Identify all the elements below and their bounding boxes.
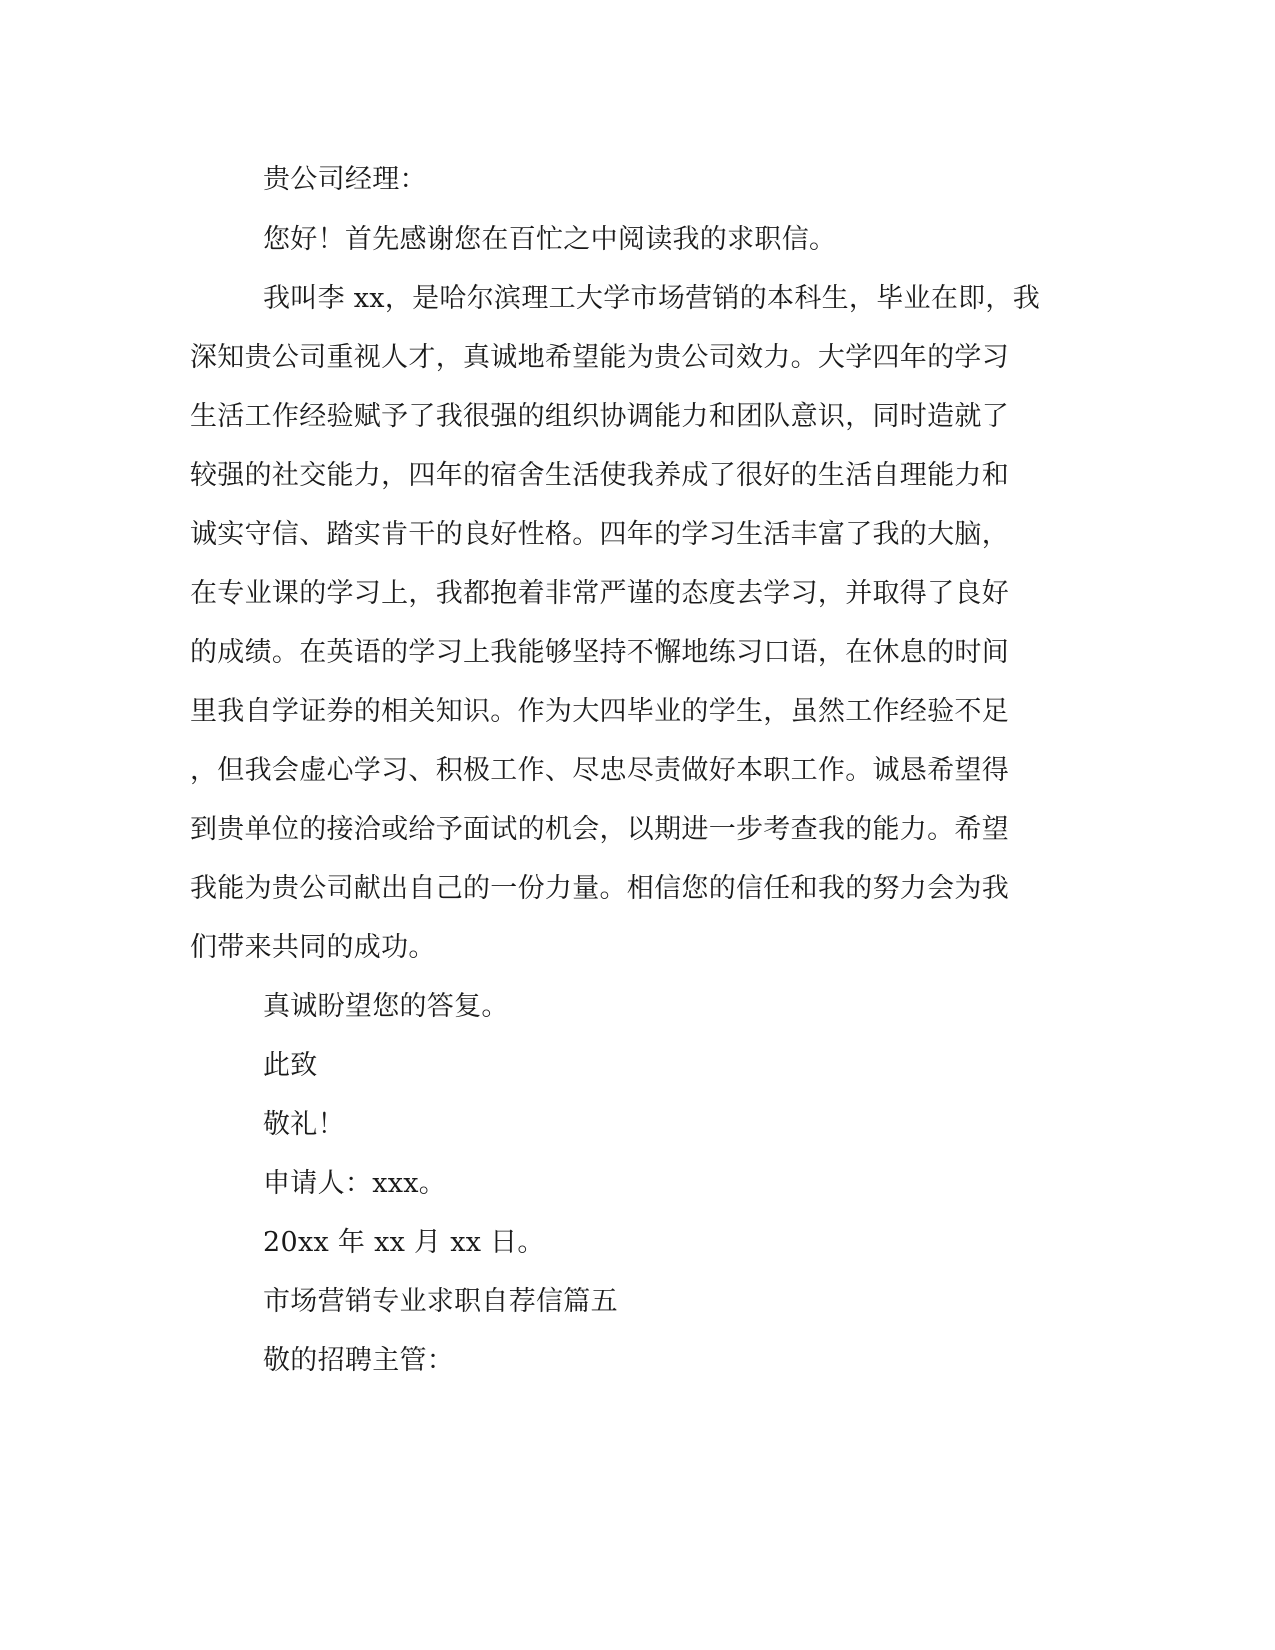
regards-line: 敬礼！ [263,1109,345,1140]
body-line: ，但我会虚心学习、积极工作、尽忠尽责做好本职工作。诚恳希望得 [190,755,1009,786]
body-line: 深知贵公司重视人才，真诚地希望能为贵公司效力。大学四年的学习 [190,342,1009,373]
body-line: 我叫李 xx，是哈尔滨理工大学市场营销的本科生，毕业在即，我 [263,283,1041,314]
body-line: 生活工作经验赋予了我很强的组织协调能力和团队意识，同时造就了 [190,401,1009,432]
next-salutation: 敬的招聘主管： [263,1345,455,1376]
body-line: 诚实守信、踏实肯干的良好性格。四年的学习生活丰富了我的大脑， [190,519,1009,550]
greeting: 您好！首先感谢您在百忙之中阅读我的求职信。 [263,224,837,255]
section-title: 市场营销专业求职自荐信篇五 [263,1286,618,1317]
body-line: 们带来共同的成功。 [190,932,436,963]
body-line: 较强的社交能力，四年的宿舍生活使我养成了很好的生活自理能力和 [190,460,1009,491]
body-line: 我能为贵公司献出自己的一份力量。相信您的信任和我的努力会为我 [190,873,1009,904]
date-line: 20xx 年 xx 月 xx 日。 [263,1227,545,1258]
body-line: 里我自学证券的相关知识。作为大四毕业的学生，虽然工作经验不足 [190,696,1009,727]
body-line: 在专业课的学习上，我都抱着非常严谨的态度去学习，并取得了良好 [190,578,1009,609]
body-line: 到贵单位的接洽或给予面试的机会，以期进一步考查我的能力。希望 [190,814,1009,845]
closing-line: 真诚盼望您的答复。 [263,991,509,1022]
salutation: 贵公司经理： [263,164,427,195]
body-line: 的成绩。在英语的学习上我能够坚持不懈地练习口语，在休息的时间 [190,637,1009,668]
applicant-line: 申请人：xxx。 [263,1168,447,1199]
regards-line: 此致 [263,1050,318,1081]
